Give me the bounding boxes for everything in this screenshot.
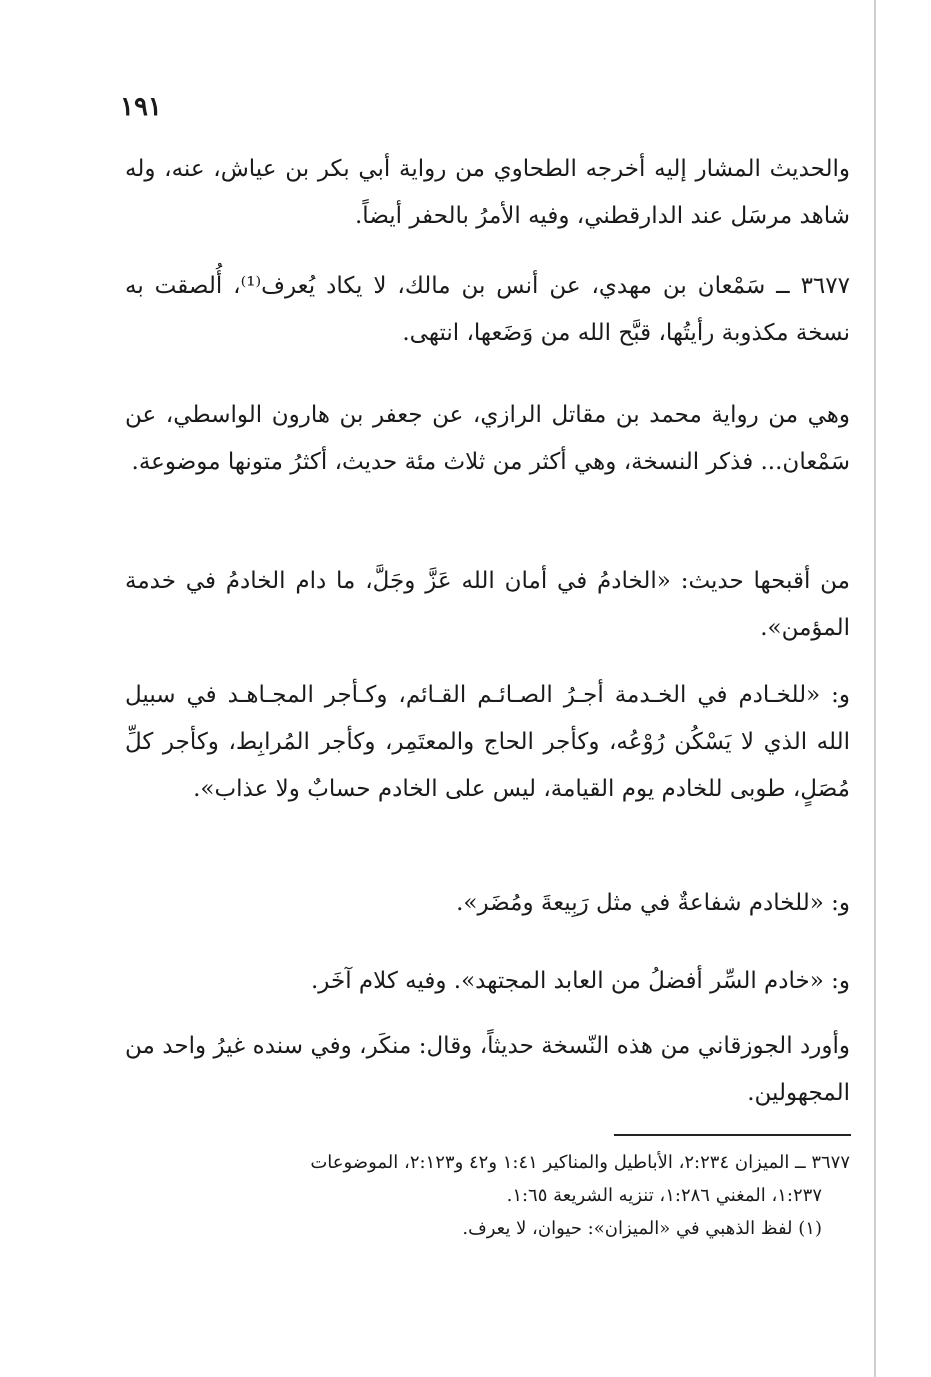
paragraph-servant-reward bbox=[125, 672, 850, 813]
entry-3677-heading-paragraph bbox=[125, 263, 850, 357]
paragraph-secret-servant bbox=[125, 958, 850, 1005]
paragraph-text: و: «للخادم شفاعةٌ في مثل رَبِيعةَ ومُضَر». bbox=[456, 890, 850, 916]
footnote-sources-line-1: ٣٦٧٧ ــ الميزان ٢:٢٣٤، الأباطيل والمناكير ١:٤١ و٤٢ و٢:١٢٣، الموضوعات bbox=[310, 1152, 850, 1173]
paragraph-tahawi-hadith bbox=[125, 146, 850, 240]
footnote-sources-line-2: ١:٢٣٧، المغني ١:٢٨٦، تنزيه الشريعة ١:٦٥. bbox=[506, 1185, 822, 1206]
page-gutter-line bbox=[874, 0, 876, 1377]
paragraph-text: و: «خادم السِّر أفضلُ من العابد المجتهد». وفيه كلام آخَر. bbox=[310, 968, 850, 994]
paragraph-jawzaqani bbox=[125, 1023, 850, 1117]
footnote-divider bbox=[614, 1134, 851, 1136]
paragraph-text: وهي من رواية محمد بن مقاتل الرازي، عن جعفر بن هارون الواسطي، عن سَمْعان... فذكر النسخة، وهي أكثر من ثلاث مئة حديث، أكثرُ متونها موضوعة. bbox=[125, 402, 850, 475]
paragraph-text: والحديث المشار إليه أخرجه الطحاوي من رواية أبي بكر بن عياش، عنه، وله شاهد مرسَل عند الدارقطني، وفيه الأمرُ بالحفر أيضاً. bbox=[125, 156, 850, 229]
paragraph-worst-hadith bbox=[125, 558, 850, 652]
paragraph-servant-intercession bbox=[125, 880, 850, 927]
footnotes-section bbox=[125, 1146, 850, 1245]
paragraph-text: من أقبحها حديث: «الخادمُ في أمان الله عَزَّ وجَلَّ، ما دام الخادمُ في خدمة المؤمن». bbox=[125, 568, 850, 641]
paragraph-text: ٣٦٧٧ ــ سَمْعان بن مهدي، عن أنس بن مالك، لا يكاد يُعرف⁽¹⁾، أُلصقت به نسخة مكذوبة رأيتُها، قبَّح الله من وَضَعها، انتهى. bbox=[125, 273, 850, 346]
paragraph-text: و: «للخـادم في الخـدمة أجـرُ الصـائـم القـائم، وكـأجر المجـاهـد في سبيل الله الذي لا يَسْكُن رُوْعُه، وكأجر الحاج والمعتَمِر، وكأجر المُرابِط، وكأجر كلِّ مُصَلٍ، طوبى للخادم يوم القيامة، ليس على الخادم حسابٌ ولا عذاب». bbox=[125, 682, 850, 802]
footnote-note-1: (١) لفظ الذهبي في «الميزان»: حيوان، لا يعرف. bbox=[462, 1218, 822, 1239]
paragraph-nuskha-narration bbox=[125, 392, 850, 486]
paragraph-text: وأورد الجوزقاني من هذه النّسخة حديثاً، وقال: منكَر، وفي سنده غيرُ واحد من المجهولين. bbox=[125, 1033, 850, 1106]
page-number: ١٩١ bbox=[120, 92, 162, 122]
